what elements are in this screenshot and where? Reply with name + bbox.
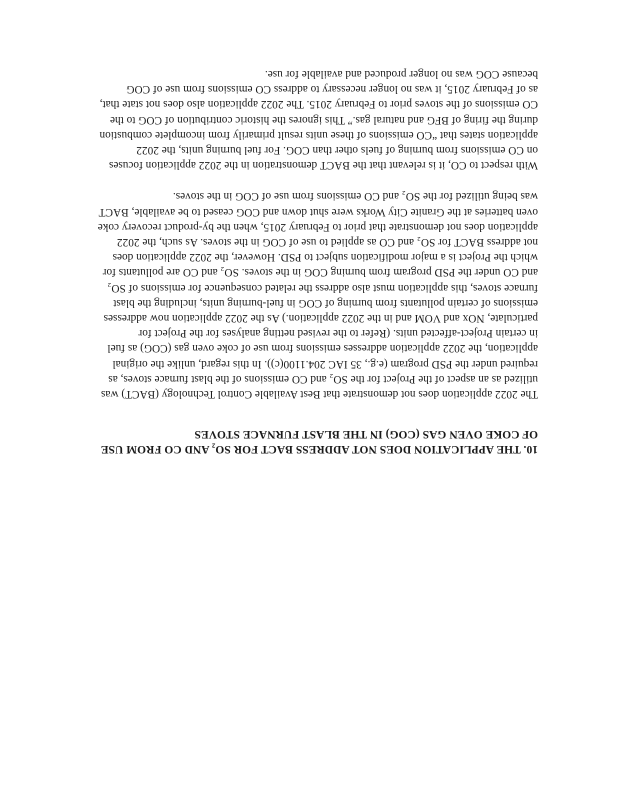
text-line: as of February 2015, it was no longer necessary to address CO emissions from use of COG: [126, 83, 538, 96]
text-line: application states that “CO emissions of these units result primarily from incomplete combustion: [99, 128, 538, 141]
text-line: not address BACT for SO₂ and CO as applied to use of COG in the stoves. As such, the 2022: [116, 235, 538, 248]
text-line: The 2022 application does not demonstrate that Best Available Control Technology (BACT) was: [100, 388, 538, 400]
paragraph-2: [80, 66, 538, 172]
text-line: required under the PSD program (e.g., 35 IAC 204.1100(c)). In this regard, unlike the original: [112, 357, 538, 370]
document-body: [80, 50, 538, 456]
paragraph-1: [80, 188, 538, 401]
text-line: in certain Project-affected units. (Refer to the revised netting analyses for the Project for: [138, 327, 538, 340]
text-line: on CO emissions from burning of fuels other than COG. For fuel burning units, the 2022: [136, 143, 538, 156]
text-line: application, the 2022 application addresses emissions from use of coke oven gas (COG) as fuel: [107, 342, 538, 355]
text-line: With respect to CO, it is relevant that the BACT demonstration in the 2022 application focuses: [108, 159, 538, 172]
text-line: emissions of certain pollutants from burning of COG in fuel-burning units, including the blast: [113, 296, 538, 309]
heading-line: 10. THE APPLICATION DOES NOT ADDRESS BACT FOR SO₂ AND CO FROM USE: [100, 443, 538, 455]
text-line: furnace stoves, this application must also address the related consequence for emissions of SO₂: [107, 281, 538, 294]
text-line: application does not demonstrate that prior to February 2015, when the by-product recovery coke: [97, 220, 538, 233]
section-heading: [80, 426, 538, 456]
text-line: was being utilized for the SO₂ and CO emissions from use of COG in the stoves.: [172, 190, 538, 203]
text-line: which the Project is a major modification subject to PSD. However, the 2022 application does: [112, 251, 538, 264]
text-line: particulate, NOx and VOM and in the 2022 application.) As the 2022 application now addresses: [103, 311, 538, 324]
heading-line: OF COKE OVEN GAS (COG) IN THE BLAST FURNACE STOVES: [194, 428, 538, 440]
text-line: during the firing of BFG and natural gas.” This ignores the historic contribution of COG to the: [109, 113, 538, 126]
text-line: CO emissions of the stoves prior to February 2015. The 2022 application also does not state that,: [99, 98, 538, 111]
text-line: and CO under the PSD program from burning COG in the stoves. SO₂ and CO are pollutants for: [102, 266, 538, 279]
text-line: utilized as an aspect of the Project for the SO₂ and CO emissions of the blast furnace stoves, as: [108, 372, 538, 385]
text-line: because COG was no longer produced and available for use.: [264, 67, 538, 80]
text-line: oven batteries at the Granite City Works were shut down and COG ceased to be available, BACT: [98, 205, 538, 218]
